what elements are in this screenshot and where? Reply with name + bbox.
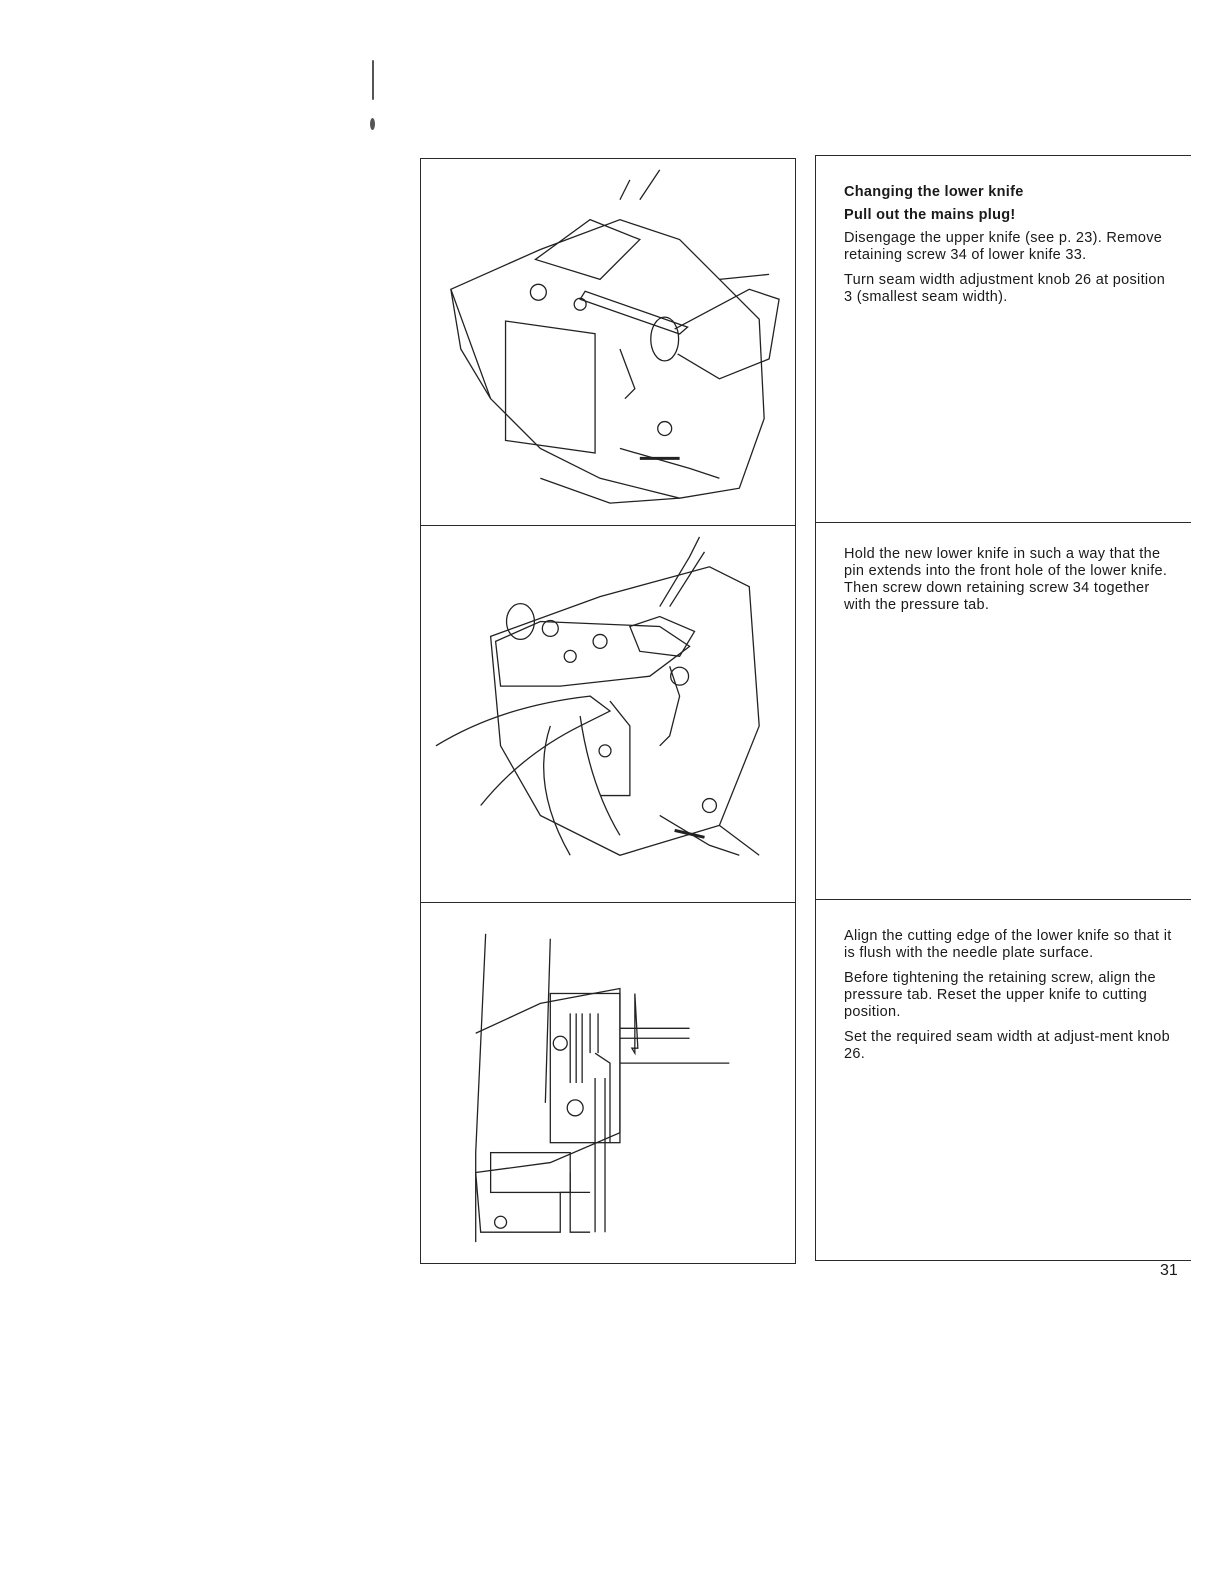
scan-speck	[372, 60, 374, 100]
section-1	[844, 184, 1174, 314]
text-column	[815, 155, 1191, 1261]
instruction-paragraph: Turn seam width adjustment knob 26 at position 3 (smallest seam width).	[844, 272, 1166, 305]
illustration-column	[420, 158, 796, 1264]
instruction-paragraph: Set the required seam width at adjust-ment knob 26.	[844, 1029, 1171, 1062]
warning-text: Pull out the mains plug!	[844, 207, 1016, 223]
instruction-paragraph: Hold the new lower knife in such a way that the pin extends into the front hole of the lower knife. Then screw down retaining screw 34 together with the pressure tab.	[844, 546, 1168, 613]
needle-plate-alignment-illustration	[421, 903, 795, 1263]
screwdriver-removing-knife-illustration	[421, 159, 795, 525]
instruction-paragraph: Align the cutting edge of the lower knife so that it is flush with the needle plate surface.	[844, 928, 1172, 961]
section-2	[844, 546, 1174, 622]
instruction-paragraph: Before tightening the retaining screw, align the pressure tab. Reset the upper knife to cutting position.	[844, 970, 1156, 1020]
section-heading: Changing the lower knife	[844, 184, 1024, 200]
illustration-insert-knife	[421, 526, 795, 902]
instruction-paragraph: Disengage the upper knife (see p. 23). Remove retaining screw 34 of lower knife 33.	[844, 230, 1163, 263]
scan-speck	[370, 118, 375, 130]
illustration-align-knife	[421, 903, 795, 1263]
illustration-remove-knife	[421, 159, 795, 525]
section-3	[844, 928, 1174, 1071]
page-number: 31	[1160, 1262, 1178, 1279]
inserting-new-knife-illustration	[421, 526, 795, 902]
